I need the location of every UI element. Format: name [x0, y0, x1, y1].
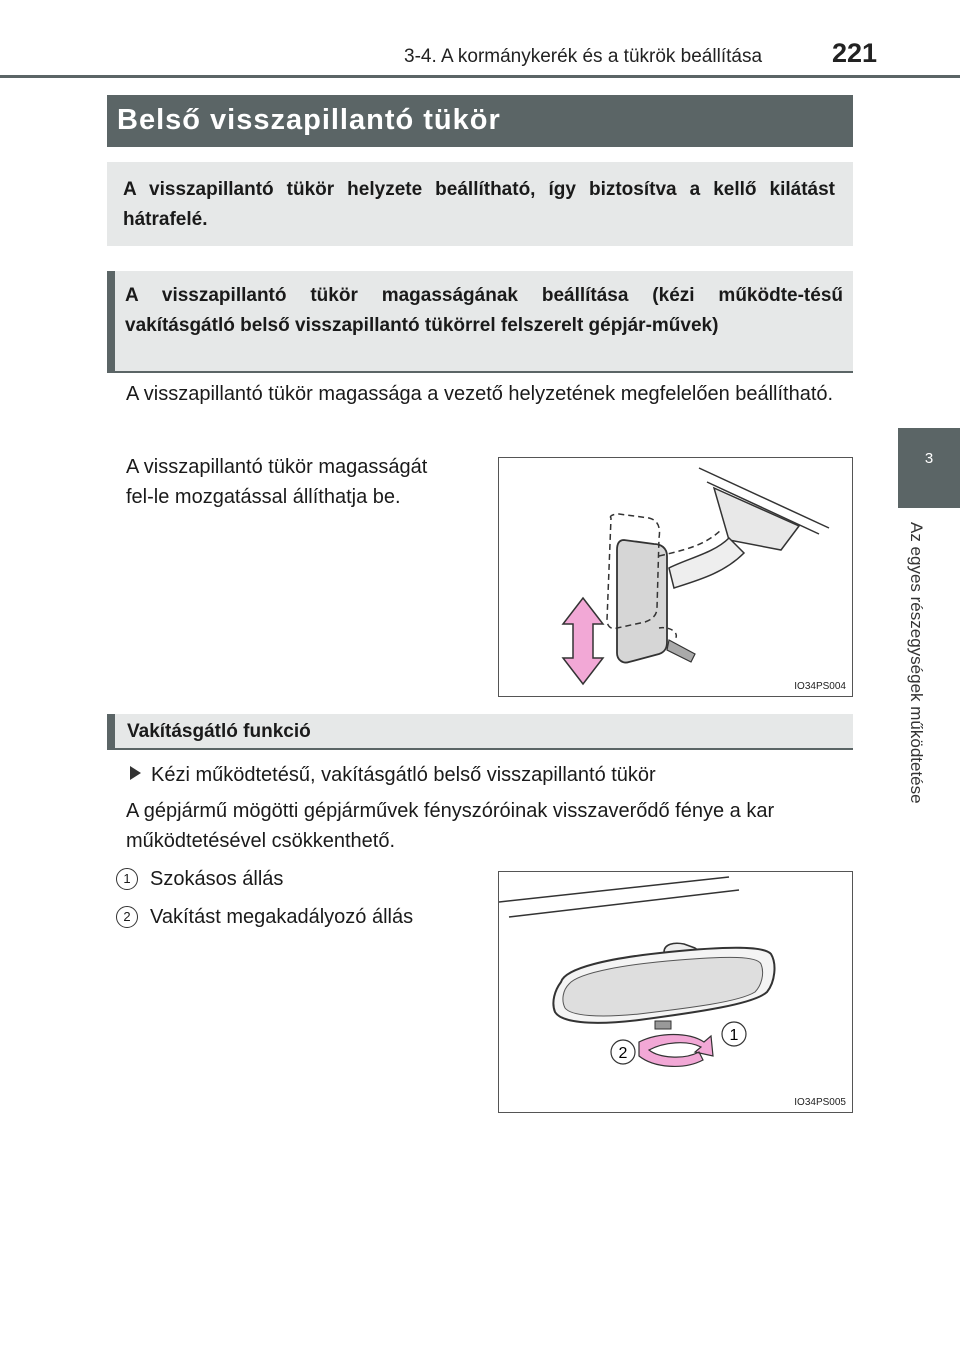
chapter-title: Az egyes részegységek működtetése [907, 522, 926, 804]
running-header: 3-4. A kormánykerék és a tükrök beállítása [404, 46, 763, 67]
figure2-label: IO34PS005 [794, 1097, 846, 1108]
section1-heading: A visszapillantó tükör magasságának beállítása (kézi működte-tésű vakításgátló belső visszapillantó tükörrel felszerelt gépjár-művek) [125, 285, 843, 336]
section2-bullet-text: Kézi működtetésű, vakításgátló belső visszapillantó tükör [151, 764, 656, 786]
list-item-label: Szokásos állás [150, 868, 284, 890]
section1-rule [107, 371, 853, 373]
list-item-label: Vakítást megakadályozó állás [150, 906, 414, 928]
section1-paragraph2 [126, 452, 486, 512]
list-item [116, 902, 413, 932]
page-title: Belső visszapillantó tükör [117, 104, 501, 136]
bullet-triangle-icon [130, 766, 141, 780]
mirror-height-illustration [499, 458, 852, 696]
header-rule [0, 75, 960, 78]
chapter-tab [898, 428, 960, 508]
circled-number: 1 [116, 868, 138, 890]
circled-number: 2 [116, 906, 138, 928]
page-title-bar [107, 95, 853, 147]
section2-paragraph: A gépjármű mögötti gépjárművek fényszóróinak visszaverődő fénye a kar működtetésével csökkenthető. [126, 800, 775, 852]
anti-glare-figure [498, 871, 853, 1113]
section2-heading-box [107, 714, 853, 748]
section2-rule [107, 748, 853, 750]
anti-glare-illustration [499, 872, 852, 1112]
chapter-side-title [898, 522, 928, 862]
list-item [116, 864, 283, 894]
section2-heading: Vakításgátló funkció [127, 721, 311, 742]
section2-bullet [130, 760, 850, 790]
callout-2: 2 [618, 1045, 628, 1062]
section1-paragraph2-line2: fel-le mozgatással állíthatja be. [126, 486, 401, 508]
callout-1: 1 [729, 1027, 739, 1044]
section1-paragraph1: A visszapillantó tükör magassága a vezető helyzetének megfelelően beállítható. [126, 383, 834, 405]
mirror-height-figure [498, 457, 853, 697]
page-number: 221 [832, 38, 878, 68]
chapter-number: 3 [924, 450, 934, 467]
intro-text: A visszapillantó tükör helyzete beállítható, így biztosítva a kellő kilátást hátrafelé. [123, 179, 835, 230]
section1-heading-box [107, 271, 853, 371]
intro-box [107, 162, 853, 246]
section1-paragraph2-line1: A visszapillantó tükör magasságát [126, 456, 428, 478]
figure1-label: IO34PS004 [794, 681, 846, 692]
